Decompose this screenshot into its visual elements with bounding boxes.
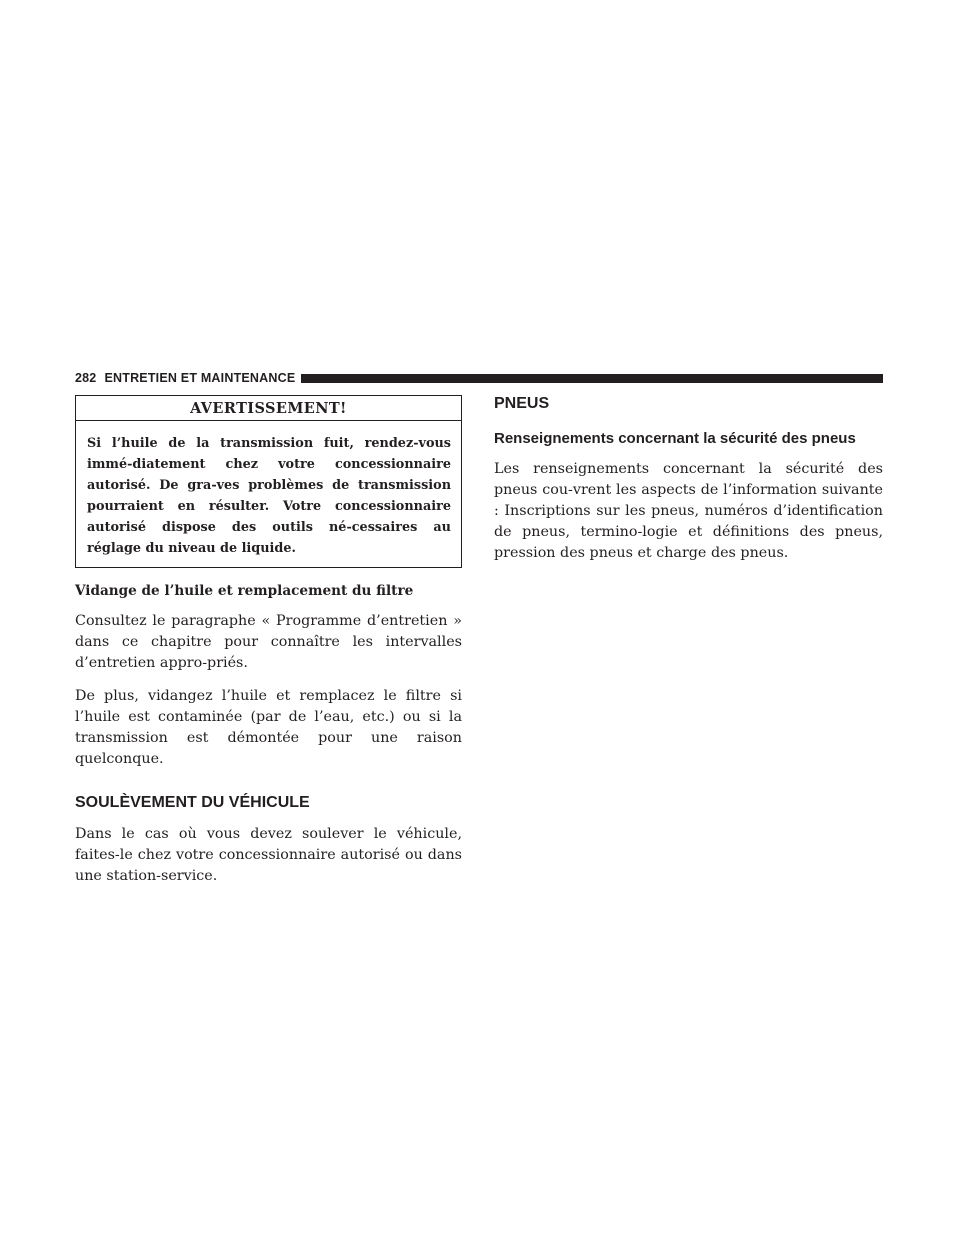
page-header (75, 370, 883, 386)
subheading-oil-change: Vidange de l’huile et remplacement du filtre (75, 583, 414, 599)
warning-box (75, 395, 462, 568)
warning-title: AVERTISSEMENT! (76, 396, 461, 421)
heading-vehicle-lifting: SOULÈVEMENT DU VÉHICULE (75, 794, 310, 811)
left-column (75, 395, 462, 887)
paragraph: De plus, vidangez l’huile et remplacez le filtre si l’huile est contaminée (par de l’eau, etc.) ou si la transmission est démontée pour une raison quelconque. (75, 688, 462, 767)
right-column (494, 395, 883, 564)
header-rule (301, 374, 883, 383)
section-title: ENTRETIEN ET MAINTENANCE (104, 371, 296, 385)
heading-tires: PNEUS (494, 395, 550, 412)
paragraph: Dans le cas où vous devez soulever le véhicule, faites-le chez votre concessionnaire autorisé ou dans une station-service. (75, 826, 462, 884)
subheading-tire-safety: Renseignements concernant la sécurité des pneus (494, 430, 856, 447)
paragraph: Consultez le paragraphe « Programme d’entretien » dans ce chapitre pour connaître les intervalles d’entretien appro-priés. (75, 613, 462, 671)
paragraph: Les renseignements concernant la sécurité des pneus cou-vrent les aspects de l’information suivante : Inscriptions sur les pneus, numéros d’identification de pneus, termino-logie et définitions des pneus, pression des pneus et charge des pneus. (494, 461, 883, 561)
page-number: 282 (75, 371, 97, 385)
warning-text: Si l’huile de la transmission fuit, rendez-vous immé-diatement chez votre concessionnaire autorisé. De gra-ves problèmes de transmission pourraient en résulter. Votre concessionnaire autorisé dispose des outils né-cessaires au réglage du niveau de liquide. (87, 436, 451, 556)
